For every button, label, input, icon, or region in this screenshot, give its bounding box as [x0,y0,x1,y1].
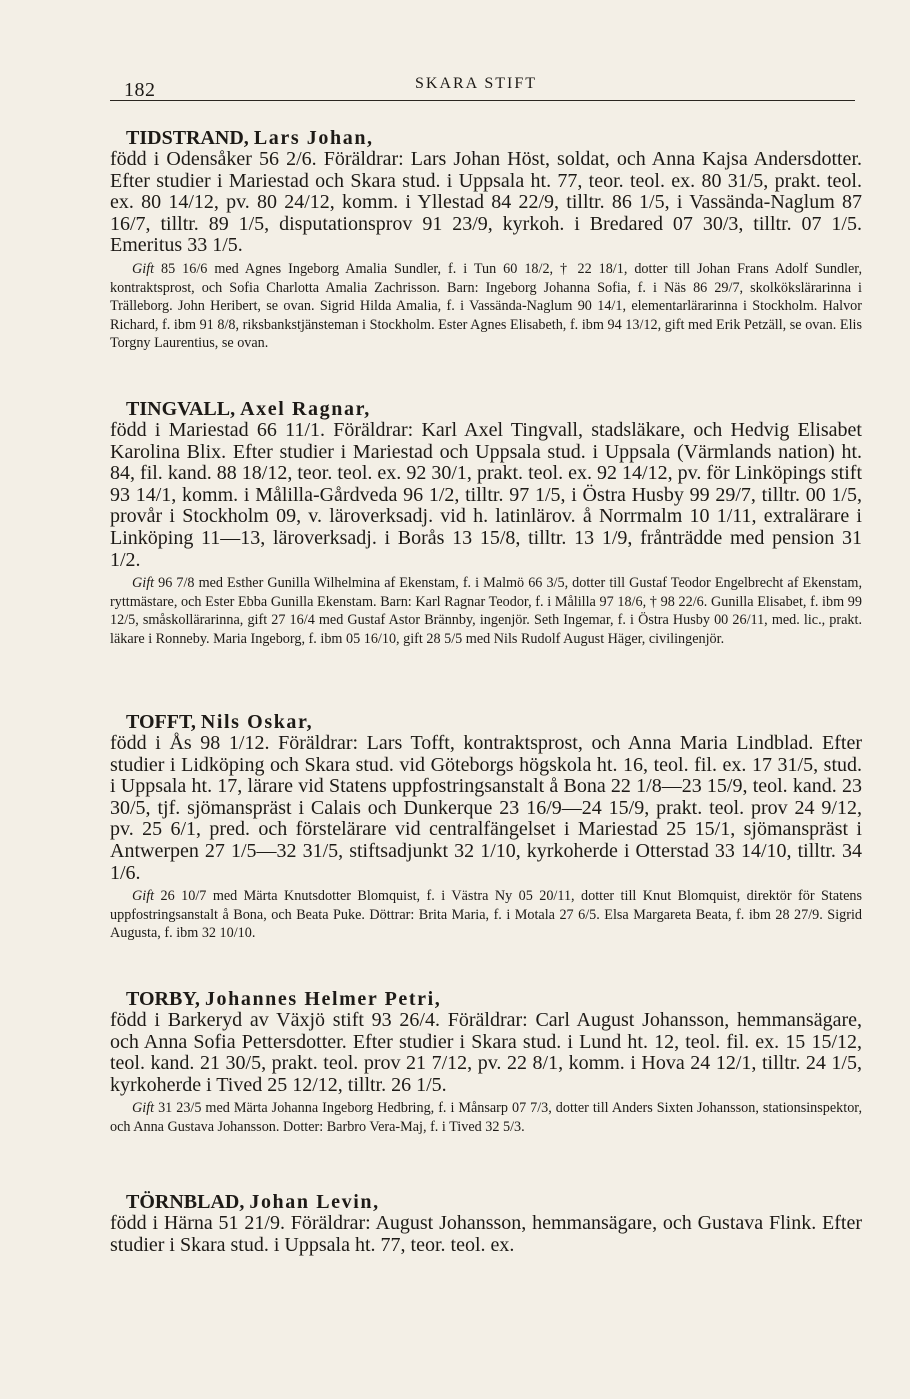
entry-biography: född i Härna 51 21/9. Föräldrar: August Johansson, hemmansägare, och Gustava Flink. Efter studier i Skara stud. i Uppsala ht. 77, teor. teol. ex. [110,1212,862,1256]
entry-name [126,398,862,420]
entry-biography: född i Barkeryd av Växjö stift 93 26/4. Föräldrar: Carl August Johansson, hemmansägare, och Anna Sofia Pettersdotter. Efter studier i Skara stud. i Lund ht. 12, teol. fil. ex. 15 15/12, teol. kand. 21 30/5, prakt. teol. prov 21 7/12, pv. 22 8/1, komm. i Hova 24 12/1, tilltr. 24 1/5, kyrkoherde i Tived 25 12/12, tilltr. 26 1/5. [110,1009,862,1096]
entry-family [110,574,862,648]
entry-given-names: Nils Oskar, [200,711,314,733]
entry-given-names: Johannes Helmer Petri, [204,988,442,1010]
entry-name [126,988,862,1010]
page-number: 182 [124,79,156,101]
entry-surname: TOFFT, [126,711,196,733]
entry-biography: född i Ås 98 1/12. Föräldrar: Lars Tofft, kontraktsprost, och Anna Maria Lindblad. Efter studier i Lidköping och Skara stud. vid Göteborgs högskola ht. 16, teol. fil. ex. 17 31/5, stud. i Uppsala ht. 17, lärare vid Statens uppfostringsanstalt å Bona 22 1/8—23 15/9, teol. kand. 23 30/5, tjf. sjömanspräst i Calais och Dunkerque 23 16/9—24 15/9, prakt. teol. prov 24 9/12, pv. 25 6/1, pred. och förstelärare vid centralfängelset i Mariestad 25 15/1, sjömanspräst i Antwerpen 27 1/5—32 31/5, stiftsadjunkt 32 1/10, kyrkoherde i Otterstad 33 14/10, tilltr. 34 1/6. [110,732,862,884]
entry-given-names: Lars Johan, [253,127,374,149]
entry-name [126,711,862,733]
entry-family [110,1099,862,1136]
entry-surname: TORBY, [126,988,200,1010]
entry-family-text: 31 23/5 med Märta Johanna Ingeborg Hedbring, f. i Månsarp 07 7/3, dotter till Anders Sixten Johansson, stationsinspektor, och Anna Gustava Johansson. Dotter: Barbro Vera-Maj, f. i Tived 32 5/3. [110,1100,862,1135]
biography-entry [110,398,862,649]
biography-entry [110,711,862,943]
entry-family-text: 26 10/7 med Märta Knutsdotter Blomquist, f. i Västra Ny 05 20/11, dotter till Knut Blomquist, direktör för Statens uppfostringsanstalt å Bona, och Beata Puke. Döttrar: Brita Maria, f. i Motala 27 6/5. Elsa Margareta Beata, f. ibm 28 27/9. Sigrid Augusta, f. ibm 32 10/10. [110,888,863,942]
biography-entry [110,1191,862,1256]
biography-entry [110,127,862,353]
entry-gift-label: Gift [132,575,155,592]
entry-surname: TÖRNBLAD, [126,1191,245,1213]
entry-given-names: Axel Ragnar, [240,398,371,420]
entry-biography: född i Mariestad 66 11/1. Föräldrar: Karl Axel Tingvall, stadsläkare, och Hedvig Elisabet Karolina Blix. Efter studier i Mariestad och Uppsala stud. i Uppsala (Värmlands nation) ht. 84, fil. kand. 88 18/12, teor. teol. ex. 92 30/1, prakt. teol. ex. 92 14/12, pv. för Linköpings stift 93 14/1, komm. i Målilla-Gårdveda 96 1/2, tilltr. 97 1/5, i Östra Husby 99 29/7, tilltr. 00 1/5, provår i Stockholm 09, v. läroverksadj. vid h. latinlärov. å Norrmalm 10 1/11, extralärare i Linköping 11—13, läroverksadj. i Borås 13 15/8, tilltr. 13 1/9, frånträdde med pension 31 1/2. [110,419,862,571]
entry-name [126,1191,862,1213]
page-header [110,70,855,101]
entry-gift-label: Gift [132,260,155,277]
entry-gift-label: Gift [132,1100,155,1117]
entry-family [110,260,862,353]
entry-surname: TIDSTRAND, [126,127,249,149]
entry-name [126,127,862,149]
entry-family [110,887,862,943]
entry-family-text: 96 7/8 med Esther Gunilla Wilhelmina af Ekenstam, f. i Malmö 66 3/5, dotter till Gustaf Teodor Engelbrecht af Ekenstam, ryttmästare, och Ester Ebba Gunilla Ekenstam. Barn: Karl Ragnar Teodor, f. i Målilla 97 18/6, † 98 22/6. Gunilla Elisabet, f. ibm 99 12/5, småskollärarinna, gift 27 16/4 med Gustaf Astor Brännby, ingenjör. Seth Ingemar, f. i Östra Husby 00 26/11, med. lic., prakt. läkare i Ronneby. Maria Ingeborg, f. ibm 05 16/10, gift 28 5/5 med Nils Rudolf August Häger, civilingenjör. [110,575,862,647]
running-head: SKARA STIFT [415,75,538,92]
entry-biography: född i Odensåker 56 2/6. Föräldrar: Lars Johan Höst, soldat, och Anna Kajsa Andersdotter. Efter studier i Mariestad och Skara stud. i Uppsala ht. 77, teor. teol. ex. 80 31/5, prakt. teol. ex. 80 14/12, pv. 80 24/12, komm. i Yllestad 84 22/9, tilltr. 86 1/5, i Vassända-Naglum 87 16/7, tilltr. 89 1/5, disputationsprov 91 23/9, kyrkoh. i Bredared 07 30/3, tilltr. 07 1/5. Emeritus 33 1/5. [110,148,862,257]
biography-entry [110,988,862,1137]
entry-surname: TINGVALL, [126,398,236,420]
entry-family-text: 85 16/6 med Agnes Ingeborg Amalia Sundler, f. i Tun 60 18/2, † 22 18/1, dotter till Johan Frans Adolf Sundler, kontraktsprost, och Sofia Charlotta Amalia Zachrisson. Barn: Ingeborg Johanna Sofia, f. i Näs 86 29/7, skolkökslärarinna i Trälleborg. John Heribert, se ovan. Sigrid Hilda Amalia, f. i Vassända-Naglum 90 14/1, elementarlärarinna i Stockholm. Halvor Richard, f. ibm 91 8/8, riksbankstjänsteman i Stockholm. Ester Agnes Elisabeth, f. ibm 94 13/12, gift med Erik Petzäll, se ovan. Elis Torgny Laurentius, se ovan. [110,260,862,352]
entry-given-names: Johan Levin, [249,1191,380,1213]
entry-gift-label: Gift [132,888,155,905]
